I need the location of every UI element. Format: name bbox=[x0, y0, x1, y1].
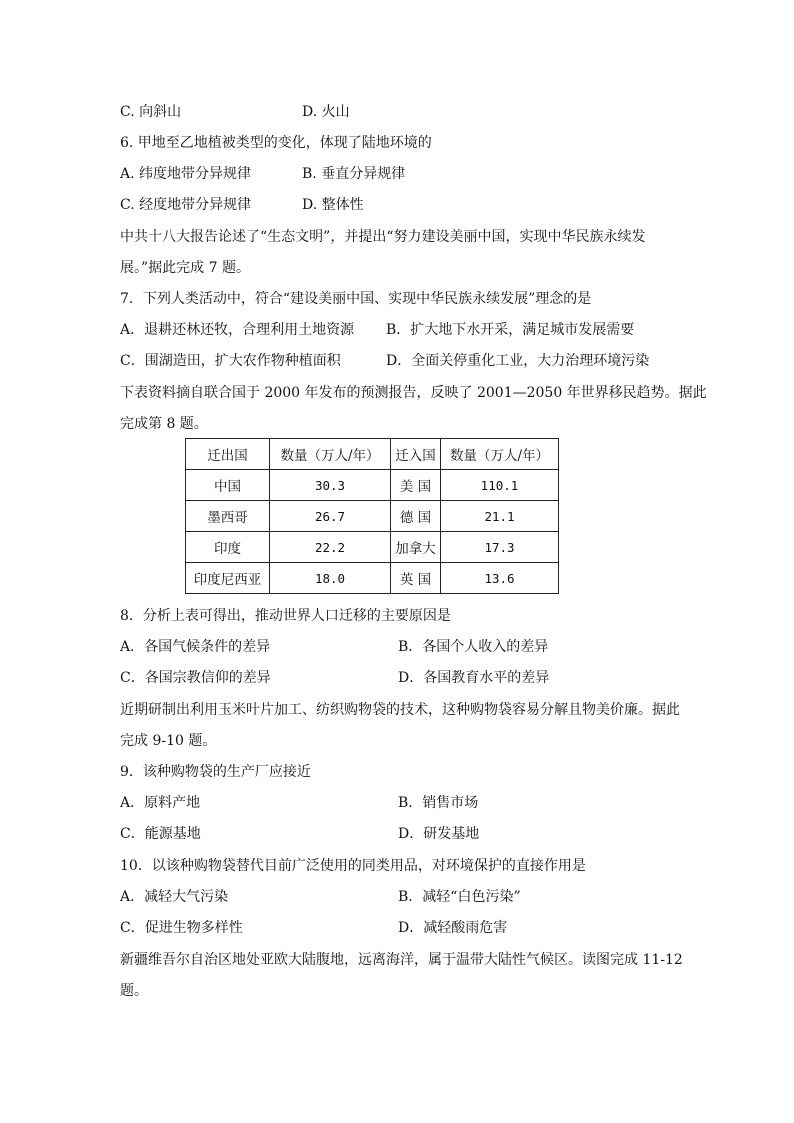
passage-11-line-2: 题。 bbox=[120, 983, 148, 999]
q8-option-d: D．各国教育水平的差异 bbox=[398, 670, 550, 686]
q6-option-d: D. 整体性 bbox=[302, 197, 364, 213]
passage-9-line-1: 近期研制出利用玉米叶片加工、纺织购物袋的技术，这种购物袋容易分解且物美价廉。据此 bbox=[120, 702, 680, 718]
header-immigration-count: 数量（万人/年） bbox=[441, 439, 559, 470]
q7-stem: 7．下列人类活动中，符合“建设美丽中国、实现中华民族永续发展”理念的是 bbox=[120, 291, 592, 307]
table-row bbox=[186, 532, 559, 563]
emigration-country: 中国 bbox=[186, 470, 270, 501]
immigration-count: 110.1 bbox=[441, 470, 559, 501]
q8-option-c: C．各国宗教信仰的差异 bbox=[120, 670, 271, 686]
emigration-count: 26.7 bbox=[270, 501, 391, 532]
immigration-country: 德 国 bbox=[391, 501, 441, 532]
q10-option-b: B．减轻“白色污染” bbox=[398, 889, 521, 905]
header-emigration-count: 数量（万人/年） bbox=[270, 439, 391, 470]
immigration-count: 17.3 bbox=[441, 532, 559, 563]
q6-option-b: B. 垂直分异规律 bbox=[302, 166, 406, 182]
immigration-count: 21.1 bbox=[441, 501, 559, 532]
q9-option-d: D．研发基地 bbox=[398, 826, 480, 842]
q7-option-d: D．全面关停重化工业，大力治理环境污染 bbox=[386, 353, 650, 369]
header-emigration-country: 迁出国 bbox=[186, 439, 270, 470]
emigration-country: 墨西哥 bbox=[186, 501, 270, 532]
q9-option-b: B．销售市场 bbox=[398, 795, 479, 811]
q6-option-a: A. 纬度地带分异规律 bbox=[120, 166, 252, 182]
passage-7-line-2: 展。”据此完成 7 题。 bbox=[120, 260, 250, 276]
passage-9-line-2: 完成 9-10 题。 bbox=[120, 733, 217, 749]
q6-stem: 6. 甲地至乙地植被类型的变化，体现了陆地环境的 bbox=[120, 135, 432, 151]
immigration-country: 加拿大 bbox=[391, 532, 441, 563]
emigration-country: 印度尼西亚 bbox=[186, 563, 270, 594]
table-header-row bbox=[186, 439, 559, 470]
q5-option-d: D. 火山 bbox=[302, 104, 350, 120]
q5-option-c: C. 向斜山 bbox=[120, 104, 182, 120]
q7-option-b: B．扩大地下水开采，满足城市发展需要 bbox=[386, 322, 635, 338]
q7-option-a: A．退耕还林还牧，合理利用土地资源 bbox=[120, 322, 355, 338]
emigration-count: 22.2 bbox=[270, 532, 391, 563]
q8-option-a: A．各国气候条件的差异 bbox=[120, 639, 271, 655]
q10-stem: 10．以该种购物袋替代目前广泛使用的同类用品，对环境保护的直接作用是 bbox=[120, 858, 586, 874]
emigration-count: 30.3 bbox=[270, 470, 391, 501]
table-row bbox=[186, 563, 559, 594]
q8-option-b: B．各国个人收入的差异 bbox=[398, 639, 549, 655]
q8-stem: 8．分析上表可得出，推动世界人口迁移的主要原因是 bbox=[120, 608, 451, 624]
q10-option-d: D．减轻酸雨危害 bbox=[398, 920, 508, 936]
q10-option-a: A．减轻大气污染 bbox=[120, 889, 229, 905]
header-immigration-country: 迁入国 bbox=[391, 439, 441, 470]
passage-8-line-2: 完成第 8 题。 bbox=[120, 416, 208, 432]
emigration-country: 印度 bbox=[186, 532, 270, 563]
q9-option-a: A．原料产地 bbox=[120, 795, 201, 811]
passage-11-line-1: 新疆维吾尔自治区地处亚欧大陆腹地，远离海洋，属于温带大陆性气候区。读图完成 11-12 bbox=[120, 952, 683, 968]
q6-option-c: C. 经度地带分异规律 bbox=[120, 197, 252, 213]
q7-option-c: C．围湖造田，扩大农作物种植面积 bbox=[120, 353, 341, 369]
q10-option-c: C．促进生物多样性 bbox=[120, 920, 243, 936]
immigration-count: 13.6 bbox=[441, 563, 559, 594]
immigration-country: 美 国 bbox=[391, 470, 441, 501]
immigration-country: 英 国 bbox=[391, 563, 441, 594]
passage-7-line-1: 中共十八大报告论述了“生态文明”，并提出“努力建设美丽中国，实现中华民族永续发 bbox=[120, 229, 646, 245]
emigration-count: 18.0 bbox=[270, 563, 391, 594]
migration-table bbox=[185, 438, 559, 594]
q9-stem: 9．该种购物袋的生产厂应接近 bbox=[120, 764, 311, 780]
q9-option-c: C．能源基地 bbox=[120, 826, 201, 842]
passage-8-line-1: 下表资料摘自联合国于 2000 年发布的预测报告，反映了 2001—2050 年世界移民趋势。据此 bbox=[120, 385, 707, 401]
table-row bbox=[186, 470, 559, 501]
table-row bbox=[186, 501, 559, 532]
